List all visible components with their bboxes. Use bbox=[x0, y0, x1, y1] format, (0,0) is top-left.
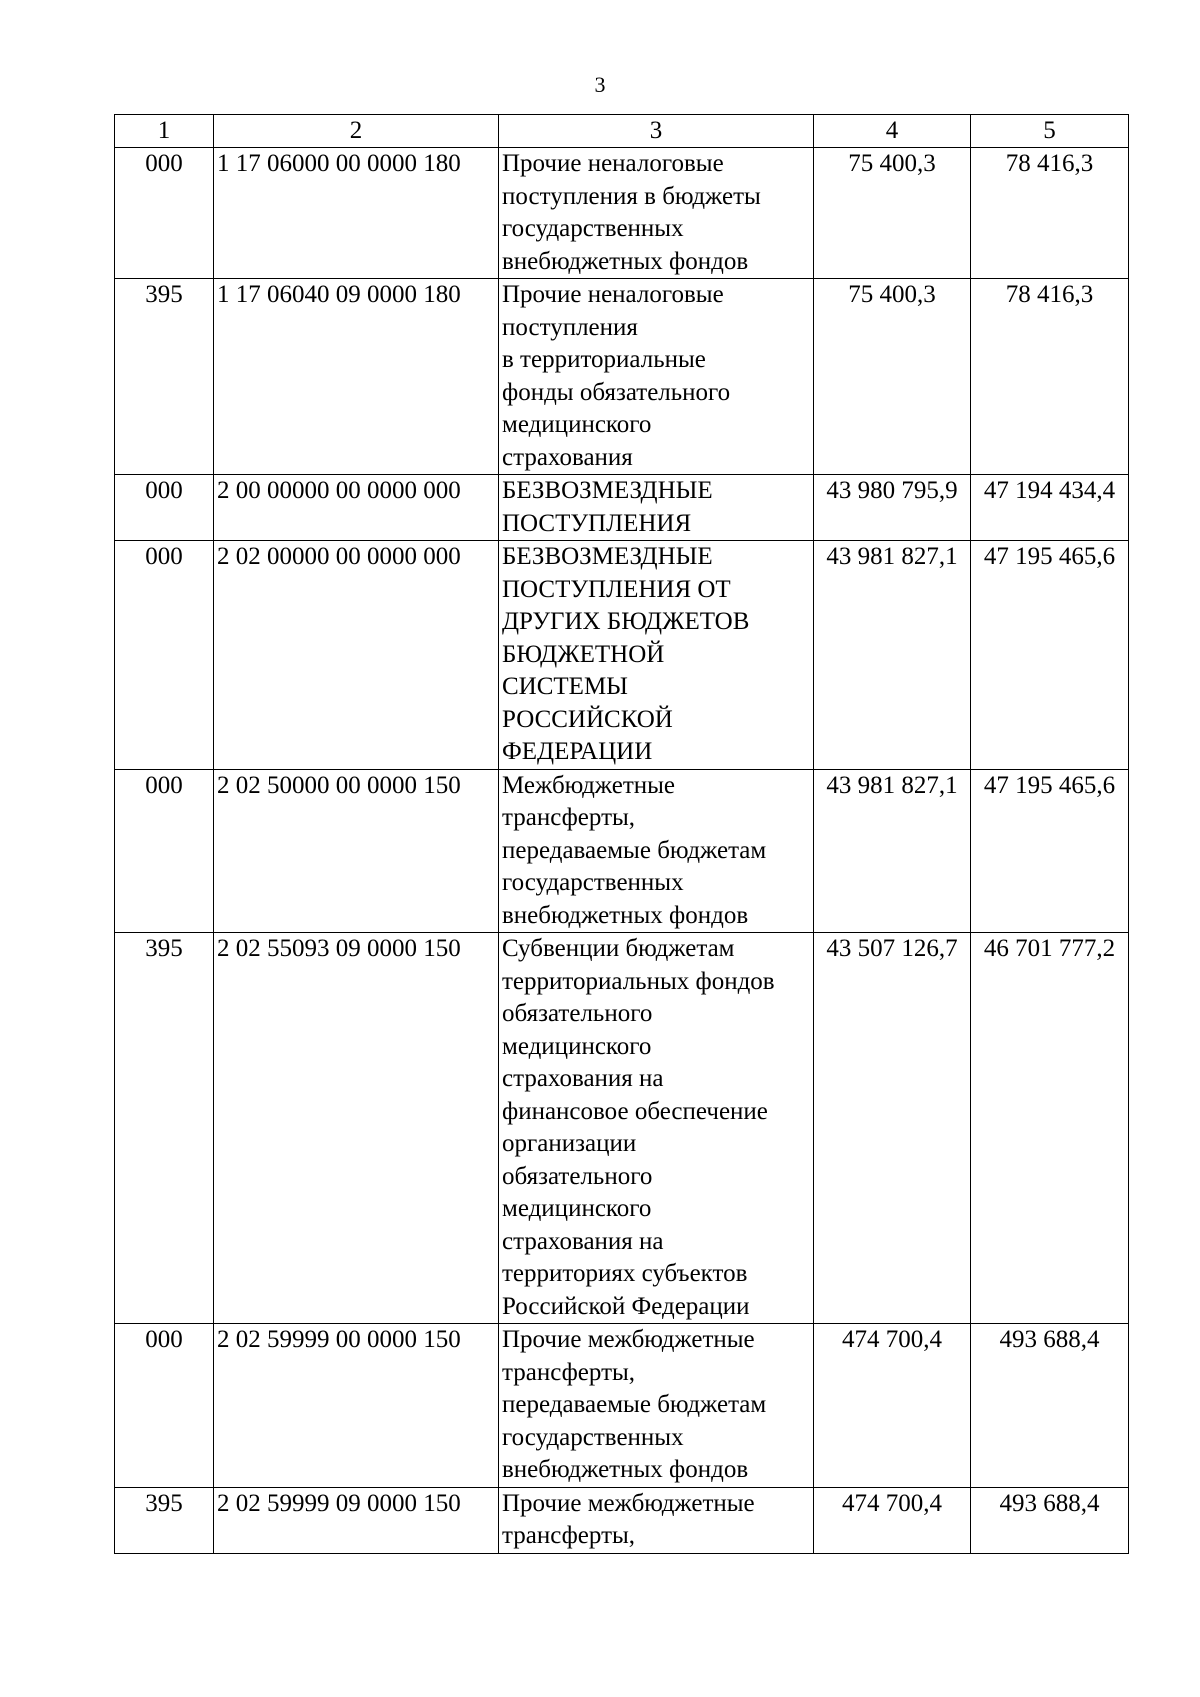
value-year-2-cell: 47 194 434,4 bbox=[971, 475, 1129, 541]
value-year-2-cell: 493 688,4 bbox=[971, 1487, 1129, 1553]
value-year-2-cell: 78 416,3 bbox=[971, 148, 1129, 279]
revenue-name-line: ПОСТУПЛЕНИЯ bbox=[502, 509, 692, 537]
table-row bbox=[115, 148, 1129, 279]
header-column-3: 3 bbox=[499, 115, 814, 148]
budget-code-cell: 2 02 59999 09 0000 150 bbox=[214, 1487, 499, 1553]
revenue-name-cell bbox=[499, 769, 814, 933]
revenue-name-line: БЮДЖЕТНОЙ bbox=[502, 640, 665, 668]
revenue-name-line: ПОСТУПЛЕНИЯ ОТ bbox=[502, 575, 731, 603]
table-row bbox=[115, 279, 1129, 475]
revenue-name-line: Прочие неналоговые bbox=[502, 281, 724, 308]
revenue-name-line: медицинского bbox=[502, 411, 652, 438]
budget-revenue-table bbox=[114, 114, 1129, 1554]
revenue-name-line: РОССИЙСКОЙ bbox=[502, 705, 673, 733]
revenue-name-line: трансферты, bbox=[502, 1358, 636, 1386]
value-year-2-cell: 47 195 465,6 bbox=[971, 769, 1129, 933]
table-row bbox=[115, 769, 1129, 933]
revenue-name-line: медицинского bbox=[502, 1195, 652, 1222]
revenue-name-line: страхования bbox=[502, 443, 633, 471]
admin-code-cell: 000 bbox=[115, 475, 214, 541]
header-column-1: 1 bbox=[115, 115, 214, 148]
revenue-name-line: трансферты, bbox=[502, 804, 636, 831]
header-column-4: 4 bbox=[814, 115, 971, 148]
header-column-5: 5 bbox=[971, 115, 1129, 148]
value-year-1-cell: 474 700,4 bbox=[814, 1324, 971, 1488]
table-row bbox=[115, 475, 1129, 541]
revenue-name-line: медицинского bbox=[502, 1032, 652, 1060]
revenue-name-line: БЕЗВОЗМЕЗДНЫЕ bbox=[502, 477, 713, 504]
revenue-name-line: территориях субъектов bbox=[502, 1260, 748, 1287]
budget-code-cell: 1 17 06040 09 0000 180 bbox=[214, 279, 499, 475]
value-year-1-cell: 43 507 126,7 bbox=[814, 933, 971, 1324]
revenue-name-line: фонды обязательного bbox=[502, 378, 731, 406]
value-year-1-cell: 474 700,4 bbox=[814, 1487, 971, 1553]
table-row bbox=[115, 1324, 1129, 1488]
revenue-name-line: государственных bbox=[502, 215, 684, 242]
budget-code-cell: 2 02 50000 00 0000 150 bbox=[214, 769, 499, 933]
budget-code-cell: 2 02 59999 00 0000 150 bbox=[214, 1324, 499, 1488]
budget-code-cell: 2 00 00000 00 0000 000 bbox=[214, 475, 499, 541]
admin-code-cell: 000 bbox=[115, 1324, 214, 1488]
admin-code-cell: 395 bbox=[115, 933, 214, 1324]
revenue-name-line: страхования на bbox=[502, 1065, 664, 1092]
revenue-name-line: страхования на bbox=[502, 1227, 664, 1255]
revenue-name-cell bbox=[499, 1487, 814, 1553]
budget-code-cell: 2 02 55093 09 0000 150 bbox=[214, 933, 499, 1324]
value-year-2-cell: 46 701 777,2 bbox=[971, 933, 1129, 1324]
table-row bbox=[115, 1487, 1129, 1553]
revenue-name-line: обязательного bbox=[502, 1162, 653, 1190]
revenue-name-line: трансферты, bbox=[502, 1522, 636, 1549]
revenue-name-line: Субвенции бюджетам bbox=[502, 935, 735, 962]
value-year-1-cell: 43 981 827,1 bbox=[814, 541, 971, 770]
revenue-name-line: финансовое обеспечение bbox=[502, 1097, 768, 1125]
value-year-1-cell: 43 981 827,1 bbox=[814, 769, 971, 933]
admin-code-cell: 395 bbox=[115, 1487, 214, 1553]
revenue-name-line: Межбюджетные bbox=[502, 771, 676, 799]
revenue-name-line: поступления в бюджеты bbox=[502, 182, 761, 210]
value-year-2-cell: 47 195 465,6 bbox=[971, 541, 1129, 770]
revenue-name-line: поступления bbox=[502, 313, 638, 341]
revenue-name-line: передаваемые бюджетам bbox=[502, 836, 767, 864]
revenue-name-line: внебюджетных фондов bbox=[502, 1456, 749, 1483]
revenue-name-line: ФЕДЕРАЦИИ bbox=[502, 738, 653, 765]
admin-code-cell: 395 bbox=[115, 279, 214, 475]
revenue-name-line: территориальных фондов bbox=[502, 967, 775, 995]
value-year-1-cell: 43 980 795,9 bbox=[814, 475, 971, 541]
table-row bbox=[115, 933, 1129, 1324]
revenue-name-cell bbox=[499, 475, 814, 541]
admin-code-cell: 000 bbox=[115, 769, 214, 933]
revenue-name-line: Российской Федерации bbox=[502, 1292, 750, 1320]
revenue-name-line: ДРУГИХ БЮДЖЕТОВ bbox=[502, 608, 750, 635]
revenue-name-cell bbox=[499, 541, 814, 770]
header-column-2: 2 bbox=[214, 115, 499, 148]
revenue-name-line: Прочие межбюджетные bbox=[502, 1489, 755, 1517]
revenue-name-cell bbox=[499, 933, 814, 1324]
value-year-1-cell: 75 400,3 bbox=[814, 279, 971, 475]
value-year-2-cell: 78 416,3 bbox=[971, 279, 1129, 475]
revenue-name-cell bbox=[499, 279, 814, 475]
revenue-name-line: передаваемые бюджетам bbox=[502, 1391, 767, 1418]
revenue-name-line: Прочие неналоговые bbox=[502, 150, 724, 177]
revenue-name-line: в территориальные bbox=[502, 346, 706, 373]
page-number: 3 bbox=[594, 72, 606, 97]
revenue-name-line: государственных bbox=[502, 869, 684, 896]
table-body bbox=[115, 148, 1129, 1554]
revenue-name-cell bbox=[499, 1324, 814, 1488]
revenue-name-line: СИСТЕМЫ bbox=[502, 673, 628, 700]
budget-code-cell: 1 17 06000 00 0000 180 bbox=[214, 148, 499, 279]
revenue-name-line: БЕЗВОЗМЕЗДНЫЕ bbox=[502, 543, 713, 570]
revenue-name-line: внебюджетных фондов bbox=[502, 901, 749, 929]
revenue-name-cell bbox=[499, 148, 814, 279]
budget-code-cell: 2 02 00000 00 0000 000 bbox=[214, 541, 499, 770]
admin-code-cell: 000 bbox=[115, 148, 214, 279]
revenue-name-line: государственных bbox=[502, 1423, 684, 1451]
table-row bbox=[115, 541, 1129, 770]
admin-code-cell: 000 bbox=[115, 541, 214, 770]
value-year-1-cell: 75 400,3 bbox=[814, 148, 971, 279]
revenue-name-line: внебюджетных фондов bbox=[502, 247, 749, 275]
value-year-2-cell: 493 688,4 bbox=[971, 1324, 1129, 1488]
revenue-name-line: обязательного bbox=[502, 1000, 653, 1027]
revenue-name-line: Прочие межбюджетные bbox=[502, 1326, 755, 1353]
revenue-name-line: организации bbox=[502, 1130, 637, 1157]
header-row bbox=[115, 115, 1129, 148]
